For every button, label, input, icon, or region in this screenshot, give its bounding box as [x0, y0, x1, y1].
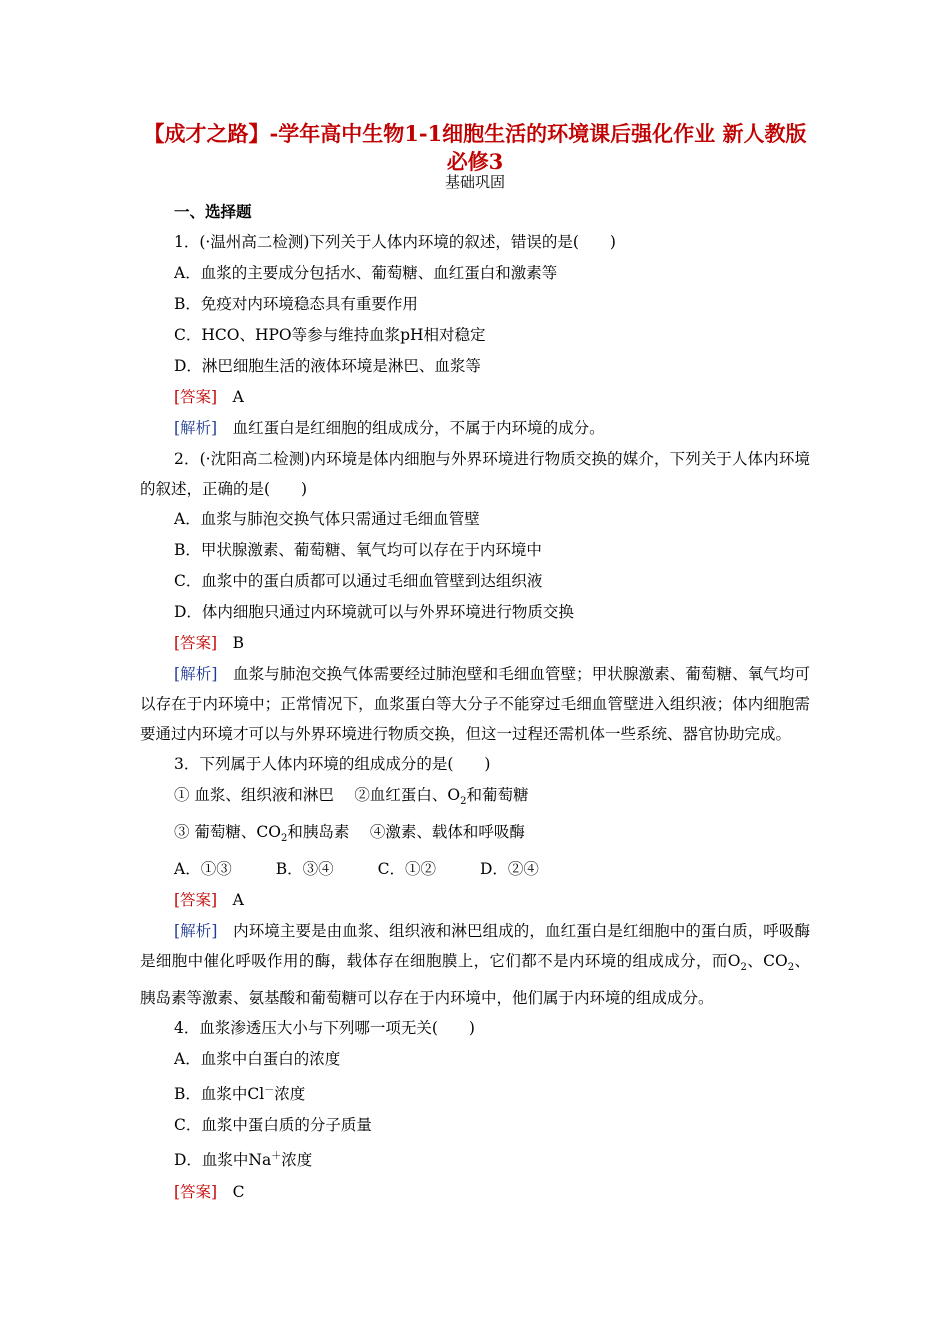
analysis-tag: [解析]: [174, 665, 218, 683]
q2-stem: 2．(·沈阳高二检测)内环境是体内细胞与外界环境进行物质交换的媒介，下列关于人体内环境的叙述，正确的是( ): [140, 450, 810, 498]
q4-option-d: D．血浆中Na＋浓度: [174, 1151, 313, 1170]
q3-item-2: ②血红蛋白、$O_2$和葡萄糖: [354, 786, 529, 808]
document-body: [140, 196, 810, 1208]
q2-option-c: C．血浆中的蛋白质都可以通过毛细血管壁到达组织液: [174, 572, 543, 590]
q3-item-3: ③ 葡萄糖、$CO_2$和胰岛素: [174, 823, 350, 845]
q4-answer: [140, 1177, 810, 1208]
q3-analysis: [解析] 内环境主要是由血浆、组织液和淋巴组成的，血红蛋白是红细胞中的蛋白质，呼吸酶是细胞中催化呼吸作用的酶，载体存在细胞膜上，它们都不是内环境的组成成分，而$O_2$、$CO_2$、胰岛素等激素、氨基酸和葡萄糖可以存在于内环境中，他们属于内环境的组成成分。: [140, 922, 810, 1008]
q2-option-d: D．体内细胞只通过内环境就可以与外界环境进行物质交换: [174, 603, 574, 621]
answer-value: A: [232, 891, 244, 910]
answer-value: C: [232, 1182, 245, 1201]
q2-analysis: [140, 659, 810, 749]
q2-answer: [140, 628, 810, 659]
answer-value: B: [232, 634, 245, 652]
q1-option-c: C．HCO、HPO等参与维持血浆pH相对稳定: [174, 326, 486, 344]
q2-option-b: B．甲状腺激素、葡萄糖、氧气均可以存在于内环境中: [174, 541, 542, 559]
analysis-text: 血浆与肺泡交换气体需要经过肺泡壁和毛细血管壁；甲状腺激素、葡萄糖、氧气均可以存在于内环境中；正常情况下，血浆蛋白等大分子不能穿过毛细血管壁进入组织液；体内细胞需要通过内环境才可以与外界环境进行物质交换，但这一过程还需机体一些系统、器官协助完成。: [140, 665, 810, 743]
q3-option-d: D．②④: [479, 860, 539, 879]
q3-items-row2: [140, 817, 810, 854]
q3-stem: 3．下列属于人体内环境的组成成分的是( ): [174, 755, 491, 773]
answer-tag: [答案]: [174, 1182, 218, 1201]
answer-tag: [答案]: [174, 388, 218, 406]
document-title: 【成才之路】-学年高中生物1-1细胞生活的环境课后强化作业 新人教版必修3: [143, 121, 807, 174]
analysis-tag: [解析]: [174, 922, 218, 941]
answer-value: A: [232, 388, 244, 406]
q1-option-d: D．淋巴细胞生活的液体环境是淋巴、血浆等: [174, 357, 481, 375]
q2-option-a: A．血浆与肺泡交换气体只需通过毛细血管壁: [174, 510, 480, 528]
answer-tag: [答案]: [174, 891, 218, 910]
section-heading: 一、选择题: [174, 202, 252, 221]
q1-stem: 1．(·温州高二检测)下列关于人体内环境的叙述，错误的是( ): [174, 233, 616, 251]
q1-answer: [140, 382, 810, 413]
answer-tag: [答案]: [174, 634, 218, 652]
document-subtitle: 基础巩固: [444, 173, 505, 191]
q1-option-a: A．血浆的主要成分包括水、葡萄糖、血红蛋白和激素等: [174, 264, 558, 282]
q3-options: [140, 854, 810, 885]
q1-analysis: [140, 413, 810, 444]
q4-stem: 4．血浆渗透压大小与下列哪一项无关( ): [174, 1019, 475, 1038]
q3-answer: [140, 885, 810, 916]
q4-option-b: B．血浆中Cl－浓度: [174, 1085, 306, 1104]
q4-option-a: A．血浆中白蛋白的浓度: [174, 1050, 341, 1069]
q3-option-b: B．③④: [275, 860, 334, 879]
q3-option-c: C．①②: [377, 860, 436, 879]
q4-option-c: C．血浆中蛋白质的分子质量: [174, 1116, 372, 1135]
q3-item-1: ① 血浆、组织液和淋巴: [174, 786, 334, 804]
q1-option-b: B．免疫对内环境稳态具有重要作用: [174, 295, 418, 313]
analysis-tag: [解析]: [174, 419, 218, 437]
q3-item-4: ④激素、载体和呼吸酶: [369, 823, 525, 842]
analysis-text: 血红蛋白是红细胞的组成成分，不属于内环境的成分。: [232, 419, 605, 437]
q3-items-row1: [140, 780, 810, 817]
q3-option-a: A．①③: [174, 860, 232, 879]
